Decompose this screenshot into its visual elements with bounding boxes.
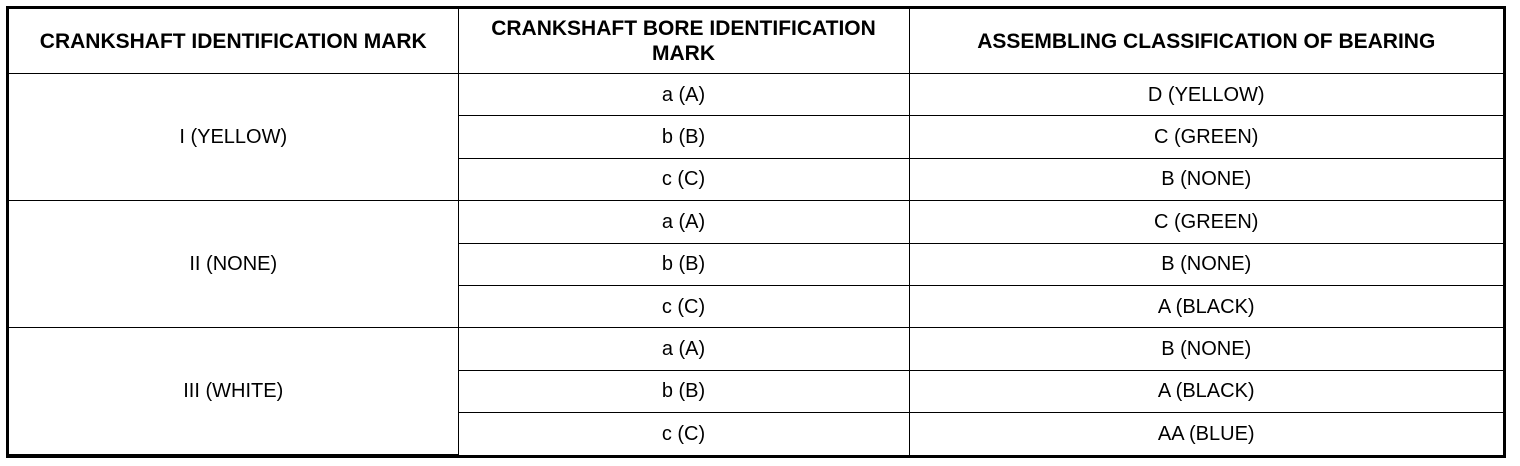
crankshaft-mark-cell: II (NONE): [9, 201, 458, 328]
bore-mark-cell: c (C): [458, 413, 909, 455]
table-row: [9, 328, 1503, 370]
bearing-class-cell: B (NONE): [909, 158, 1503, 200]
header-row: [9, 9, 1503, 74]
bore-mark-cell: c (C): [458, 158, 909, 200]
bore-mark-cell: b (B): [458, 243, 909, 285]
bore-mark-cell: c (C): [458, 285, 909, 327]
bearing-class-cell: C (GREEN): [909, 201, 1503, 243]
bore-mark-cell: b (B): [458, 370, 909, 412]
bore-mark-cell: a (A): [458, 74, 909, 116]
header-bearing-class: ASSEMBLING CLASSIFICATION OF BEARING: [909, 9, 1503, 74]
header-crankshaft-mark: CRANKSHAFT IDENTIFICATION MARK: [9, 9, 458, 74]
bearing-table: [9, 9, 1503, 455]
crankshaft-mark-cell: III (WHITE): [9, 328, 458, 455]
header-bore-mark: CRANKSHAFT BORE IDENTIFICATION MARK: [458, 9, 909, 74]
bearing-class-cell: D (YELLOW): [909, 74, 1503, 116]
bearing-class-cell: C (GREEN): [909, 116, 1503, 158]
bore-mark-cell: a (A): [458, 328, 909, 370]
bearing-class-cell: B (NONE): [909, 328, 1503, 370]
bearing-class-cell: A (BLACK): [909, 285, 1503, 327]
bore-mark-cell: a (A): [458, 201, 909, 243]
bearing-selection-table: [6, 6, 1506, 458]
crankshaft-mark-cell: I (YELLOW): [9, 74, 458, 201]
table-row: [9, 201, 1503, 243]
table-row: [9, 74, 1503, 116]
bearing-class-cell: AA (BLUE): [909, 413, 1503, 455]
bearing-class-cell: A (BLACK): [909, 370, 1503, 412]
bore-mark-cell: b (B): [458, 116, 909, 158]
bearing-class-cell: B (NONE): [909, 243, 1503, 285]
